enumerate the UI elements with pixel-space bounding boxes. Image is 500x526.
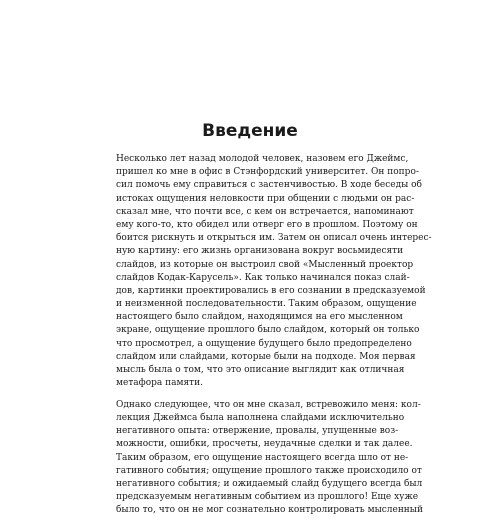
paragraph — [116, 399, 423, 518]
text-line: настоящего было слайдом, находящимся на его мысленном — [116, 312, 403, 323]
text-line: метафора памяти. — [116, 378, 204, 389]
text-line: негативного события; и ожидаемый слайд будущего всегда был — [116, 479, 423, 489]
text-line: ную картину: его жизнь организована вокруг восьмидесяти — [116, 246, 404, 257]
text-line: и неизменной последовательности. Таким образом, ощущение — [116, 299, 417, 310]
text-line: негативного опыта: отвержение, провалы, упущенные воз- — [116, 426, 399, 437]
text-line: пришел ко мне в офис в Стэнфордский университет. Он попро- — [116, 167, 419, 178]
text-line: лекция Джеймса была наполнена слайдами исключительно — [116, 413, 405, 424]
text-line: предсказуемым негативным событием из прошлого! Еще хуже — [116, 492, 419, 503]
text-line: гативного события; ощущение прошлого также происходило от — [116, 465, 422, 476]
paragraph — [116, 153, 432, 390]
body-text — [116, 153, 432, 526]
text-line: экране, ощущение прошлого было слайдом, который он только — [116, 325, 420, 336]
text-line: истоках ощущения неловкости при общении с людьми он рас- — [116, 193, 415, 204]
text-line: дов, картинки проектировались в его сознании в предсказуемой — [116, 285, 426, 296]
text-line: можности, ошибки, просчеты, неудачные сделки и так далее. — [116, 439, 413, 450]
text-line: Таким образом, его ощущение настоящего всегда шло от не- — [116, 452, 409, 463]
chapter-title: Введение — [202, 121, 298, 141]
text-line: что просмотрел, а ощущение будущего было предопределено — [116, 338, 412, 349]
text-line: слайдов, из которые он выстроил свой «Мысленный проектор — [116, 259, 414, 270]
text-line: мысль была о том, что это описание выглядит как отличная — [116, 365, 405, 375]
text-line: было то, что он не мог сознательно контролировать мысленный — [116, 505, 423, 516]
text-line: Однако следующее, что он мне сказал, встревожило меня: кол- — [116, 399, 421, 410]
text-line: ему кого-то, кто обидел или отверг его в прошлом. Поэтому он — [116, 219, 418, 230]
text-line: слайдов Кодак-Карусель». Как только начинался показ слай- — [116, 272, 410, 283]
text-line: боится рискнуть и открыться им. Затем он описал очень интерес- — [116, 233, 432, 244]
text-line: слайдом или слайдами, которые были на подходе. Моя первая — [116, 351, 416, 362]
text-line: Несколько лет назад молодой человек, назовем его Джеймс, — [116, 154, 409, 164]
text-line: сказал мне, что почти все, с кем он встречается, напоминают — [116, 206, 414, 217]
text-line: сил помочь ему справиться с застенчивостью. В ходе беседы об — [116, 180, 422, 191]
